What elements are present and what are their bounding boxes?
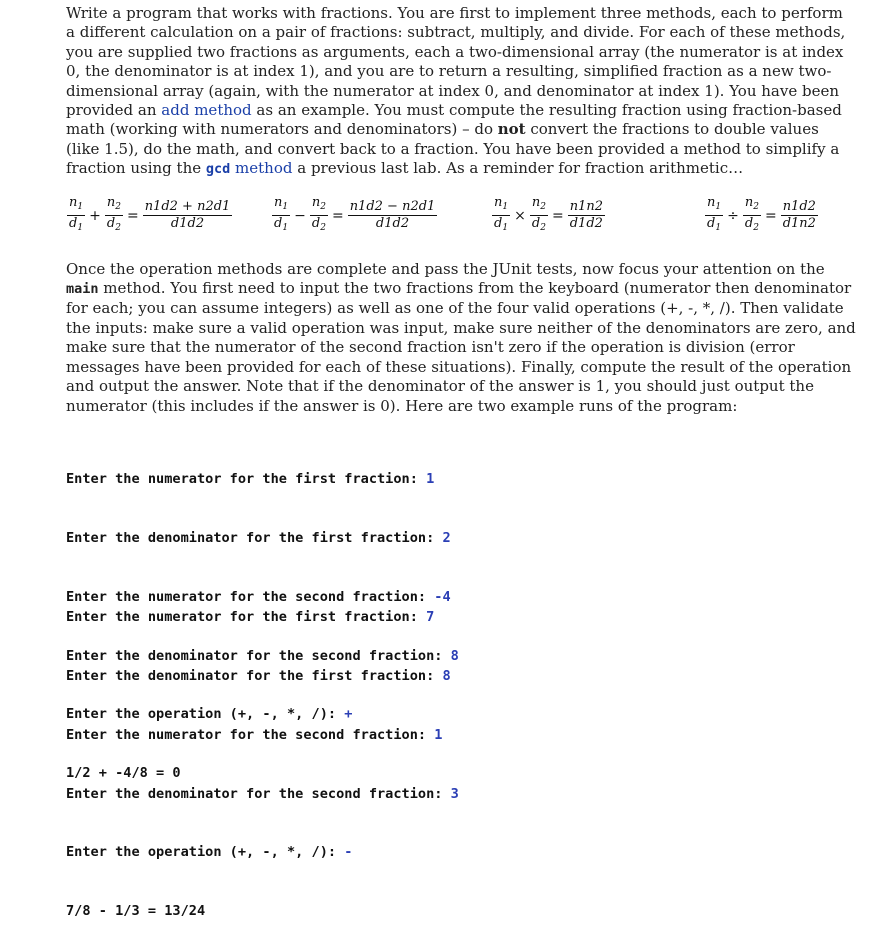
intro-text-d: a previous last lab. As a reminder for fraction arithmetic… [292, 159, 744, 178]
console-result: 7/8 - 1/3 = 13/24 [66, 903, 206, 920]
console-line: Enter the numerator for the second fraction: 1 [66, 726, 443, 743]
divide-result-denominator: d1n2 [782, 216, 816, 232]
multiply-operator: × [514, 207, 526, 224]
second-text-a: Once the operation methods are complete and pass the JUnit tests, now focus your attention on the [66, 259, 825, 278]
gcd-method-link[interactable]: method [235, 159, 293, 178]
console-line: Enter the denominator for the second fraction: 3 [66, 785, 459, 802]
divide-operator: ÷ [727, 207, 739, 224]
fraction-formulas [66, 194, 856, 252]
console-line: Enter the denominator for the second fraction: 8 [66, 647, 459, 664]
intro-text-b: as an example. You must compute the resulting fraction using fraction-based math (working with numerators and denominators) – do [66, 101, 842, 139]
subtract-result-denominator: d1d2 [375, 216, 410, 232]
add-method-link[interactable]: add method [161, 101, 252, 120]
console-result: 1/2 + -4/8 = 0 [66, 765, 181, 782]
intro-text-c: convert the fractions to double values (like 1.5), do the math, and convert back to a fraction. You have been provided a method to simplify a fraction using the [66, 120, 840, 178]
console-line: Enter the operation (+, -, *, /): + [66, 706, 353, 723]
addition-formula: $\frac{n_1}{d_1}$ + $\frac{n_2}{d_2}$ = $\frac{n1d2 + n2d1}{d1d2}$ [69, 195, 231, 234]
subtract-operator: − [294, 207, 306, 224]
bold-not: not [497, 120, 526, 139]
console-line: Enter the operation (+, -, *, /): - [66, 844, 353, 861]
intro-text-a: Write a program that works with fractions. You are first to implement three methods, each to perform a different calculation on a pair of fractions: subtract, multiply, and divide. For each of these methods, you are supplied two fractions as arguments, each a two-dimensional array (the numerator is at index 0, the denominator is at index 1), and you are to return a resulting, simplified fraction as a new two-dimensional array (again, with the numerator at index 0, and denominator at index 1). You have been provided an [66, 4, 846, 120]
division-formula: $\frac{n_1}{d_1}$ ÷ $\frac{n_2}{d_2}$ = $\frac{n1d2}{d1n2}$ [707, 195, 816, 234]
gcd-code[interactable]: gcd [205, 161, 231, 178]
subtract-result-numerator: n1d2 − n2d1 [349, 199, 436, 215]
add-result-numerator: n1d2 + n2d1 [144, 199, 231, 215]
multiply-result-denominator: d1d2 [569, 216, 603, 232]
subtraction-formula: $\frac{n_1}{d_1}$ − $\frac{n_2}{d_2}$ = $\frac{n1d2 - n2d1}{d1d2}$ [274, 195, 436, 234]
add-result-denominator: d1d2 [170, 216, 205, 232]
main-code: main [66, 281, 99, 298]
main-method-paragraph [66, 260, 856, 416]
multiply-result-numerator: n1n2 [569, 199, 603, 215]
console-line: Enter the denominator for the first fraction: 8 [66, 667, 451, 684]
console-line: Enter the numerator for the first fraction: 1 [66, 471, 435, 488]
console-line: Enter the numerator for the second fraction: -4 [66, 588, 451, 605]
example-run-2 [66, 569, 459, 941]
multiplication-formula: $\frac{n_1}{d_1}$ × $\frac{n_2}{d_2}$ = $\frac{n1n2}{d1d2}$ [494, 195, 603, 234]
console-line: Enter the denominator for the first fraction: 2 [66, 529, 451, 546]
second-text-b: method. You first need to input the two fractions from the keyboard (numerator then denominator for each; you can assume integers) as well as one of the four valid operations (+, -, *, /). Then validate the inputs: make sure a valid operation was input, make sure neither of the denominators are zero, and make sure that the numerator of the second fraction isn't zero if the operation is division (error messages have been provided for each of these situations). Finally, compute the result of the operation and output the answer. Note that if the denominator of the answer is 1, you should just output the numerator (this includes if the answer is 0). Here are two example runs of the program: [66, 279, 856, 415]
intro-paragraph [66, 4, 856, 180]
console-line: Enter the numerator for the first fraction: 7 [66, 609, 435, 626]
add-operator: + [89, 207, 101, 224]
assignment-document [66, 4, 856, 416]
divide-result-numerator: n1d2 [782, 199, 816, 215]
